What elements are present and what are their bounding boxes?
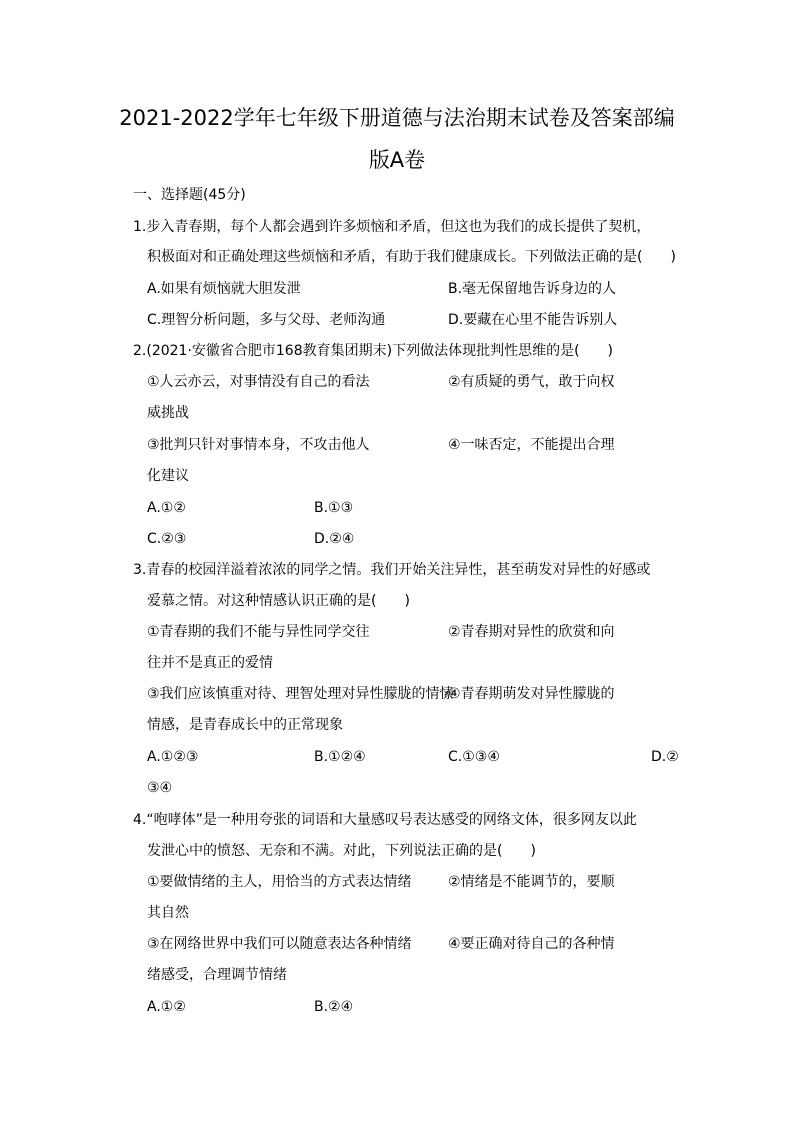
- statement-2: ②有质疑的勇气，敢于向权: [448, 374, 615, 390]
- option-c: C.①③④: [448, 749, 500, 765]
- question-stem: 1.步入青春期，每个人都会遇到许多烦恼和矛盾，但这也为我们的成长提供了契机，: [133, 219, 651, 235]
- question-stem: 爱慕之情。对这种情感认识正确的是( ): [147, 593, 410, 609]
- option-c: C.理智分析问题，多与父母、老师沟通: [147, 312, 386, 328]
- statement-4: ④一味否定，不能提出合理: [448, 437, 615, 453]
- statement-4-cont: 情感，是青春成长中的正常现象: [147, 717, 343, 733]
- option-a: A.①②③: [147, 749, 199, 765]
- statement-2: ②青春期对异性的欣赏和向: [448, 624, 615, 640]
- document-title-line1: 2021-2022学年七年级下册道德与法治期末试卷及答案部编: [119, 106, 675, 130]
- option-b: B.①③: [314, 500, 354, 516]
- option-a: A.如果有烦恼就大胆发泄: [147, 281, 301, 297]
- option-b: B.①②④: [314, 749, 366, 765]
- question-stem: 发泄心中的愤怒、无奈和不满。对此，下列说法正确的是( ): [147, 843, 536, 859]
- question-stem: 3.青春的校园洋溢着浓浓的同学之情。我们开始关注异性，甚至萌发对异性的好感或: [133, 562, 651, 578]
- document-title-line2: 版A卷: [368, 148, 426, 172]
- option-a: A.①②: [147, 999, 186, 1015]
- statement-3: ③在网络世界中我们可以随意表达各种情绪: [147, 936, 412, 952]
- option-c: C.②③: [147, 531, 187, 547]
- statement-3: ③批判只针对事情本身，不攻击他人: [147, 437, 370, 453]
- option-d: D.要藏在心里不能告诉别人: [448, 312, 618, 328]
- option-b: B.②④: [314, 999, 354, 1015]
- statement-4-cont: 化建议: [147, 468, 189, 484]
- statement-4: ④要正确对待自己的各种情: [448, 936, 615, 952]
- statement-2-cont: 威挑战: [147, 405, 189, 421]
- option-b: B.毫无保留地告诉身边的人: [448, 281, 617, 297]
- question-stem: 4.“咆哮体”是一种用夸张的词语和大量感叹号表达感受的网络文体，很多网友以此: [133, 812, 637, 828]
- statement-1: ①人云亦云，对事情没有自己的看法: [147, 374, 370, 390]
- question-stem: 积极面对和正确处理这些烦恼和矛盾，有助于我们健康成长。下列做法正确的是( ): [147, 249, 676, 265]
- section-heading: 一、选择题(45分): [133, 187, 246, 203]
- question-stem: 2.(2021·安徽省合肥市168教育集团期末)下列做法体现批判性思维的是( ): [133, 343, 614, 359]
- statement-1: ①青春期的我们不能与异性同学交往: [147, 624, 370, 640]
- statement-2-cont: 往并不是真正的爱情: [147, 655, 273, 671]
- option-d-cont: ③④: [147, 780, 173, 796]
- statement-1: ①要做情绪的主人，用恰当的方式表达情绪: [147, 874, 412, 890]
- option-a: A.①②: [147, 500, 186, 516]
- statement-4: ④青春期萌发对异性朦胧的: [448, 686, 615, 702]
- statement-2-cont: 其自然: [147, 905, 189, 921]
- statement-4-cont: 绪感受，合理调节情绪: [147, 967, 287, 983]
- statement-2: ②情绪是不能调节的，要顺: [448, 874, 615, 890]
- statement-3: ③我们应该慎重对待、理智处理对异性朦胧的情愫: [147, 686, 454, 702]
- option-d: D.②: [651, 749, 679, 765]
- option-d: D.②④: [314, 531, 355, 547]
